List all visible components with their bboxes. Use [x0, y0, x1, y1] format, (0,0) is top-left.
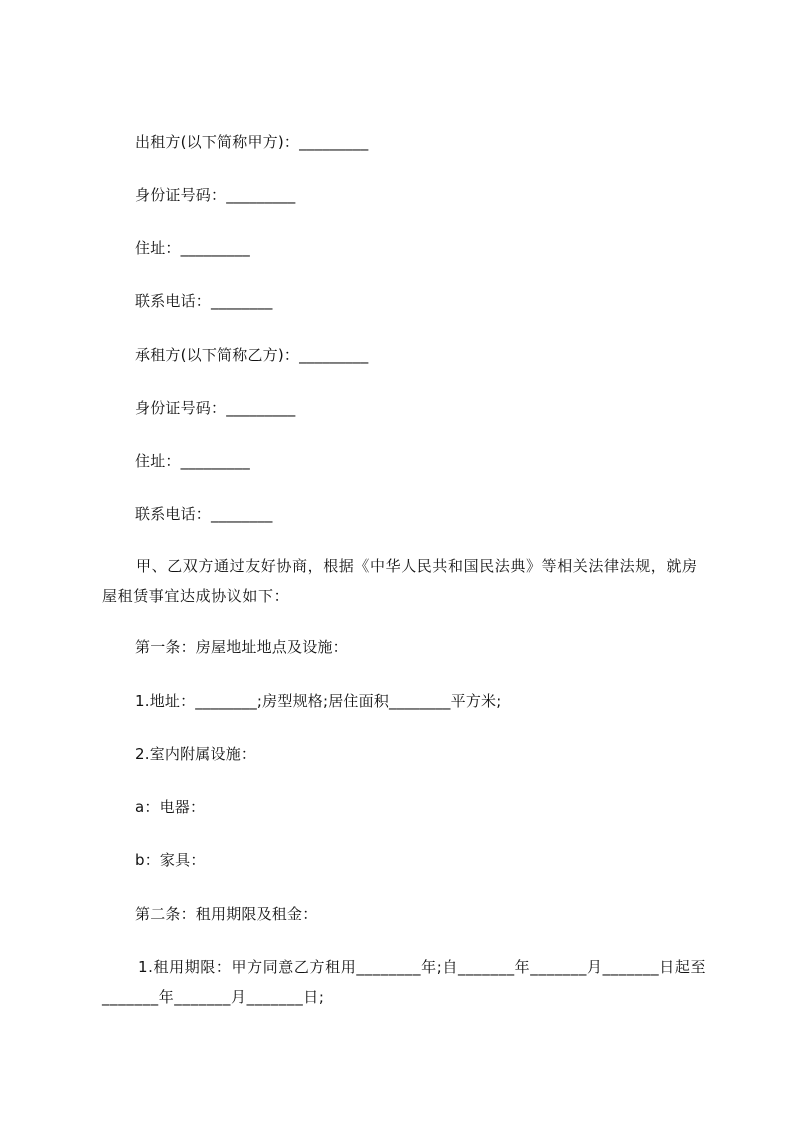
lessor-address-line: 住址：_________ [135, 239, 250, 257]
article1-item1: 1.地址：________;房型规格;居住面积________平方米; [135, 692, 502, 710]
lessor-id-line: 身份证号码：_________ [135, 186, 296, 204]
lessee-address-line: 住址：_________ [135, 452, 250, 470]
intro-paragraph: 甲、乙双方通过友好协商，根据《中华人民共和国民法典》等相关法律法规，就房屋租赁事宜达成协议如下： [102, 557, 698, 605]
article2-title: 第二条：租用期限及租金： [135, 905, 318, 923]
article1-item2: 2.室内附属设施： [135, 745, 257, 763]
article1-title: 第一条：房屋地址地点及设施： [135, 638, 348, 656]
article2-item1: 1.租用期限：甲方同意乙方租用________年;自_______年_______月_______日起至_______年_______月_______日; [102, 958, 707, 1006]
lessor-name-line: 出租方(以下简称甲方)：_________ [135, 133, 369, 151]
article1-item2a: a：电器： [135, 798, 206, 816]
lessee-phone-line: 联系电话：________ [135, 505, 273, 523]
article1-item2b: b：家具： [135, 851, 206, 869]
lessor-phone-line: 联系电话：________ [135, 292, 273, 310]
lessee-name-line: 承租方(以下简称乙方)：_________ [135, 346, 369, 364]
lessee-id-line: 身份证号码：_________ [135, 399, 296, 417]
